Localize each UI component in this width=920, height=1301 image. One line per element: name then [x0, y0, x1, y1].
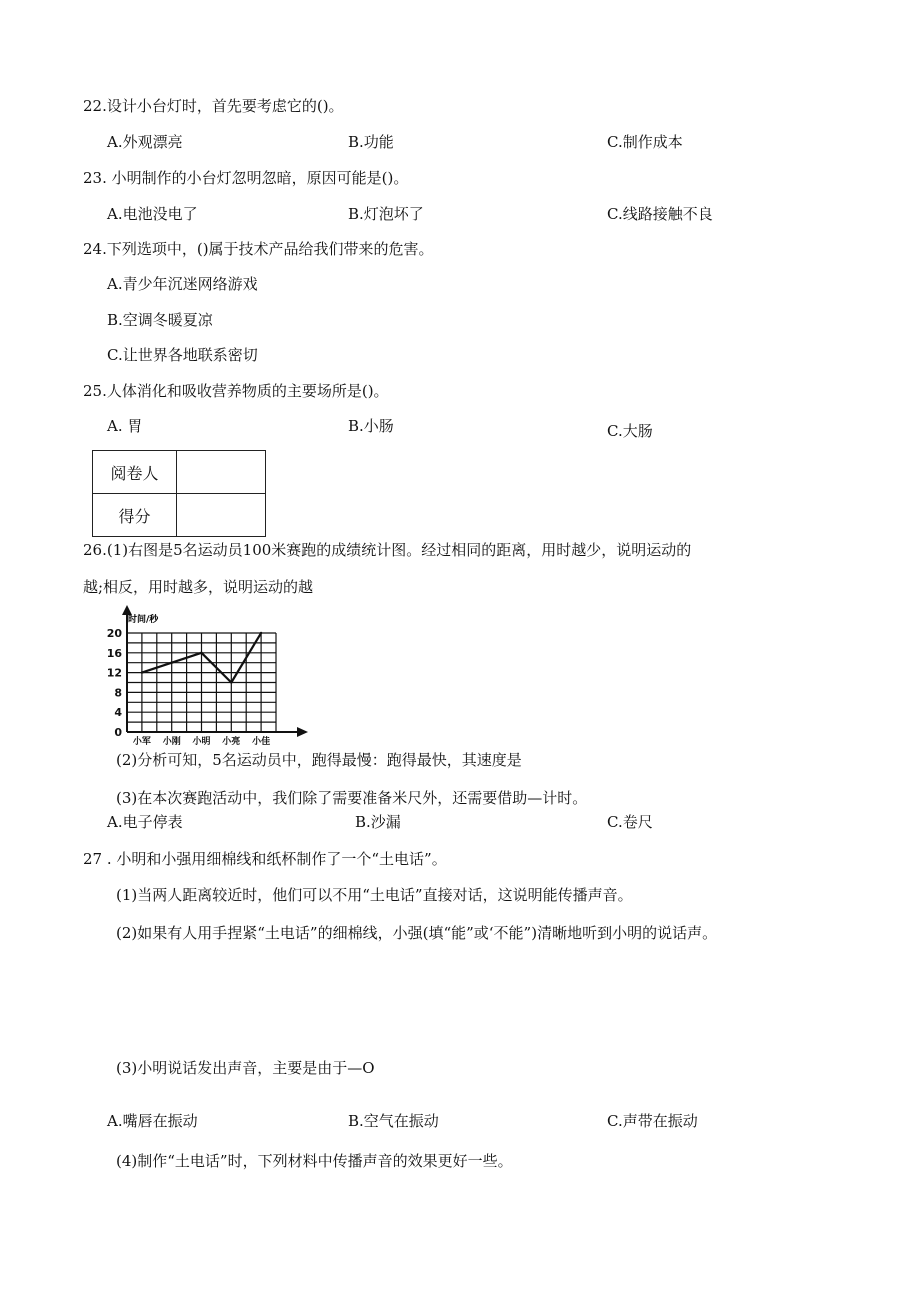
q22-option-a: A.外观漂亮 — [107, 133, 183, 151]
data-point — [200, 652, 202, 654]
x-tick-label: 小佳 — [252, 737, 271, 745]
q25-stem: 25.人体消化和吸收营养物质的主要场所是()。 — [83, 382, 389, 400]
y-tick-label: 16 — [106, 646, 122, 660]
chart-y-label: 时间/秒 — [128, 615, 159, 625]
reviewer-label: 阅卷人 — [93, 451, 177, 494]
q24-option-c: C.让世界各地联系密切 — [107, 346, 258, 364]
y-tick-label: 4 — [114, 706, 122, 720]
q26-part3: (3)在本次赛跑活动中，我们除了需要准备米尺外，还需要借助—计时。 — [116, 789, 588, 807]
q22-option-b: B.功能 — [348, 133, 394, 151]
y-tick-label: 20 — [106, 627, 122, 640]
q22-option-c: C.制作成本 — [607, 133, 683, 151]
x-axis-arrow — [297, 727, 308, 737]
q27-part4: (4)制作“土电话”时，下列材料中传播声音的效果更好一些。 — [116, 1152, 513, 1170]
y-tick-label: 12 — [106, 666, 122, 680]
q23-stem: 23. 小明制作的小台灯忽明忽暗，原因可能是()。 — [83, 169, 409, 187]
data-point — [141, 671, 143, 673]
q26-part2: (2)分析可知，5名运动员中，跑得最慢：跑得最快，其速度是 — [116, 751, 522, 769]
data-point — [260, 632, 262, 634]
q23-option-a: A.电池没电了 — [107, 205, 198, 223]
q24-stem: 24.下列选项中，()属于技术产品给我们带来的危害。 — [83, 240, 434, 258]
data-point — [230, 681, 232, 683]
x-tick-label: 小刚 — [162, 737, 181, 745]
q26-option-b: B.沙漏 — [355, 813, 401, 831]
x-tick-label: 小亮 — [222, 737, 241, 745]
x-tick-label: 小军 — [132, 737, 151, 745]
q27-option-c: C.声带在振动 — [607, 1112, 698, 1130]
q27-part1: (1)当两人距离较近时，他们可以不用“土电话”直接对话，这说明能传播声音。 — [116, 886, 633, 904]
chart-x-ticks — [133, 735, 270, 745]
q26-line2: 越;相反，用时越多，说明运动的越 — [83, 578, 314, 596]
chart-y-ticks — [107, 627, 123, 739]
q25-option-b: B.小肠 — [348, 417, 394, 435]
y-axis-arrow — [122, 605, 132, 615]
q26-option-c: C.卷尺 — [607, 813, 653, 831]
q25-option-c: C.大肠 — [607, 422, 653, 440]
y-tick-label: 0 — [114, 726, 122, 739]
q27-stem: 27 . 小明和小强用细棉线和纸杯制作了一个“土电话”。 — [83, 850, 447, 868]
q27-part3: (3)小明说话发出声音，主要是由于—O — [116, 1059, 375, 1077]
data-point — [171, 662, 173, 664]
q24-option-a: A.青少年沉迷网络游戏 — [107, 275, 258, 293]
q23-option-b: B.灯泡坏了 — [348, 205, 424, 223]
x-tick-label: 小明 — [192, 737, 211, 745]
q24-option-b: B.空调冬暖夏凉 — [107, 311, 213, 329]
q27-option-b: B.空气在振动 — [348, 1112, 439, 1130]
reviewer-cell — [177, 451, 266, 494]
q26-line1: 26.(1)右图是5名运动员100米赛跑的成绩统计图。经过相同的距离，用时越少，说明运动的 — [83, 541, 692, 559]
q26-option-a: A.电子停表 — [107, 813, 183, 831]
q22-stem: 22.设计小台灯时，首先要考虑它的()。 — [83, 97, 344, 115]
y-tick-label: 8 — [114, 686, 122, 700]
score-cell — [177, 494, 266, 537]
score-table — [92, 450, 266, 537]
q27-option-a: A.嘴唇在振动 — [107, 1112, 198, 1130]
race-time-chart — [103, 603, 313, 745]
chart-grid — [127, 633, 276, 732]
q25-option-a: A. 胃 — [107, 417, 143, 435]
q27-part2: (2)如果有人用手捏紧“土电话”的细棉线，小强(填“能”或‘不能”)清晰地听到小明的说话声。 — [116, 924, 718, 942]
score-label: 得分 — [93, 494, 177, 537]
q23-option-c: C.线路接触不良 — [607, 205, 713, 223]
